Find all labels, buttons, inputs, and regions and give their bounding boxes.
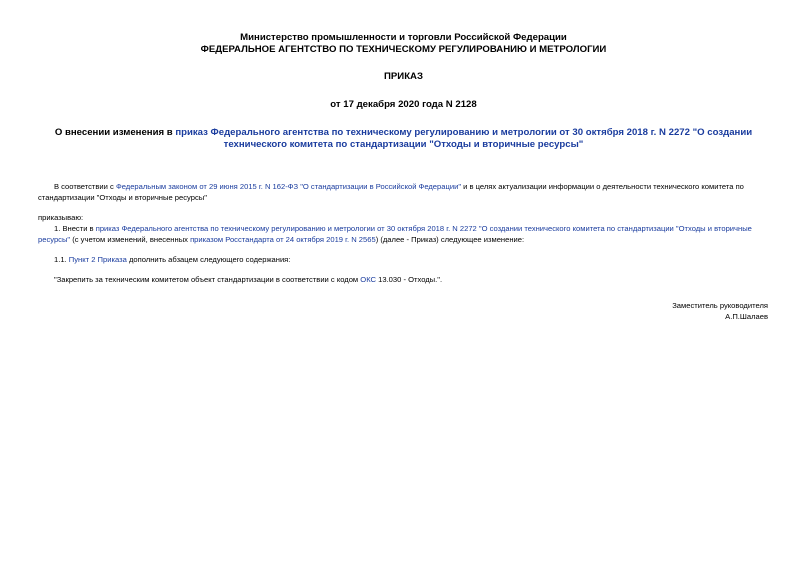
subject-order-link[interactable]: приказ Федерального агентства по техническому регулированию и метрологии от 30 октября 2018 г. N 2272 "О создании технического комитета по стандартизации "Отходы и вторичные ресурсы" [175, 127, 753, 150]
item-1-suffix: ) (далее - Приказ) следующее изменение: [375, 235, 525, 244]
item-1-1-paragraph [38, 254, 769, 265]
document-type: ПРИКАЗ [384, 71, 423, 82]
item-1-middle: (с учетом изменений, внесенных [70, 235, 191, 244]
item-1-1-prefix: 1.1. [54, 255, 69, 264]
document-date-number: от 17 декабря 2020 года N 2128 [330, 99, 477, 110]
item-1-1-suffix: дополнить абзацем следующего содержания: [126, 255, 291, 264]
ministry-name: Министерство промышленности и торговли Российской Федерации [240, 32, 567, 43]
rosstandart-order-link[interactable]: приказом Росстандарта от 24 октября 2019 г. N 2565 [190, 235, 376, 244]
agency-name: ФЕДЕРАЛЬНОЕ АГЕНТСТВО ПО ТЕХНИЧЕСКОМУ РЕГУЛИРОВАНИЮ И МЕТРОЛОГИИ [200, 44, 607, 55]
document-subject [38, 127, 769, 151]
subject-prefix: О внесении изменения в [54, 127, 176, 138]
preamble-suffix: и в целях актуализации информации о деятельности технического комитета по стандартизации "Отходы и вторичные ресурсы" [38, 182, 744, 202]
signature-block [672, 300, 768, 322]
item-1-paragraph [38, 223, 769, 245]
federal-law-link[interactable]: Федеральным законом от 29 июня 2015 г. N 162-ФЗ "О стандартизации в Российской Федерации" [115, 182, 462, 191]
order-word-paragraph: приказываю: [38, 213, 84, 222]
clause-2-link[interactable]: Пункт 2 Приказа [68, 255, 127, 264]
signatory-name: А.П.Шалаев [725, 312, 768, 321]
oks-link[interactable]: ОКС [360, 275, 377, 284]
preamble-paragraph [38, 181, 769, 203]
signatory-position: Заместитель руководителя [672, 301, 768, 310]
item-1-order-link[interactable]: приказ Федерального агентства по техническому регулированию и метрологии от 30 октября 2018 г. N 2272 "О создании технического комитета по стандартизации "Отходы и вторичные ресурсы" [38, 224, 752, 244]
preamble-prefix: В соответствии с [54, 182, 116, 191]
quoted-paragraph [38, 274, 769, 285]
quoted-prefix: "Закрепить за техническим комитетом объект стандартизации в соответствии с кодом [54, 275, 361, 284]
document-header [38, 32, 769, 111]
item-1-prefix: 1. Внести в [54, 224, 96, 233]
quoted-suffix: 13.030 - Отходы.". [376, 275, 443, 284]
